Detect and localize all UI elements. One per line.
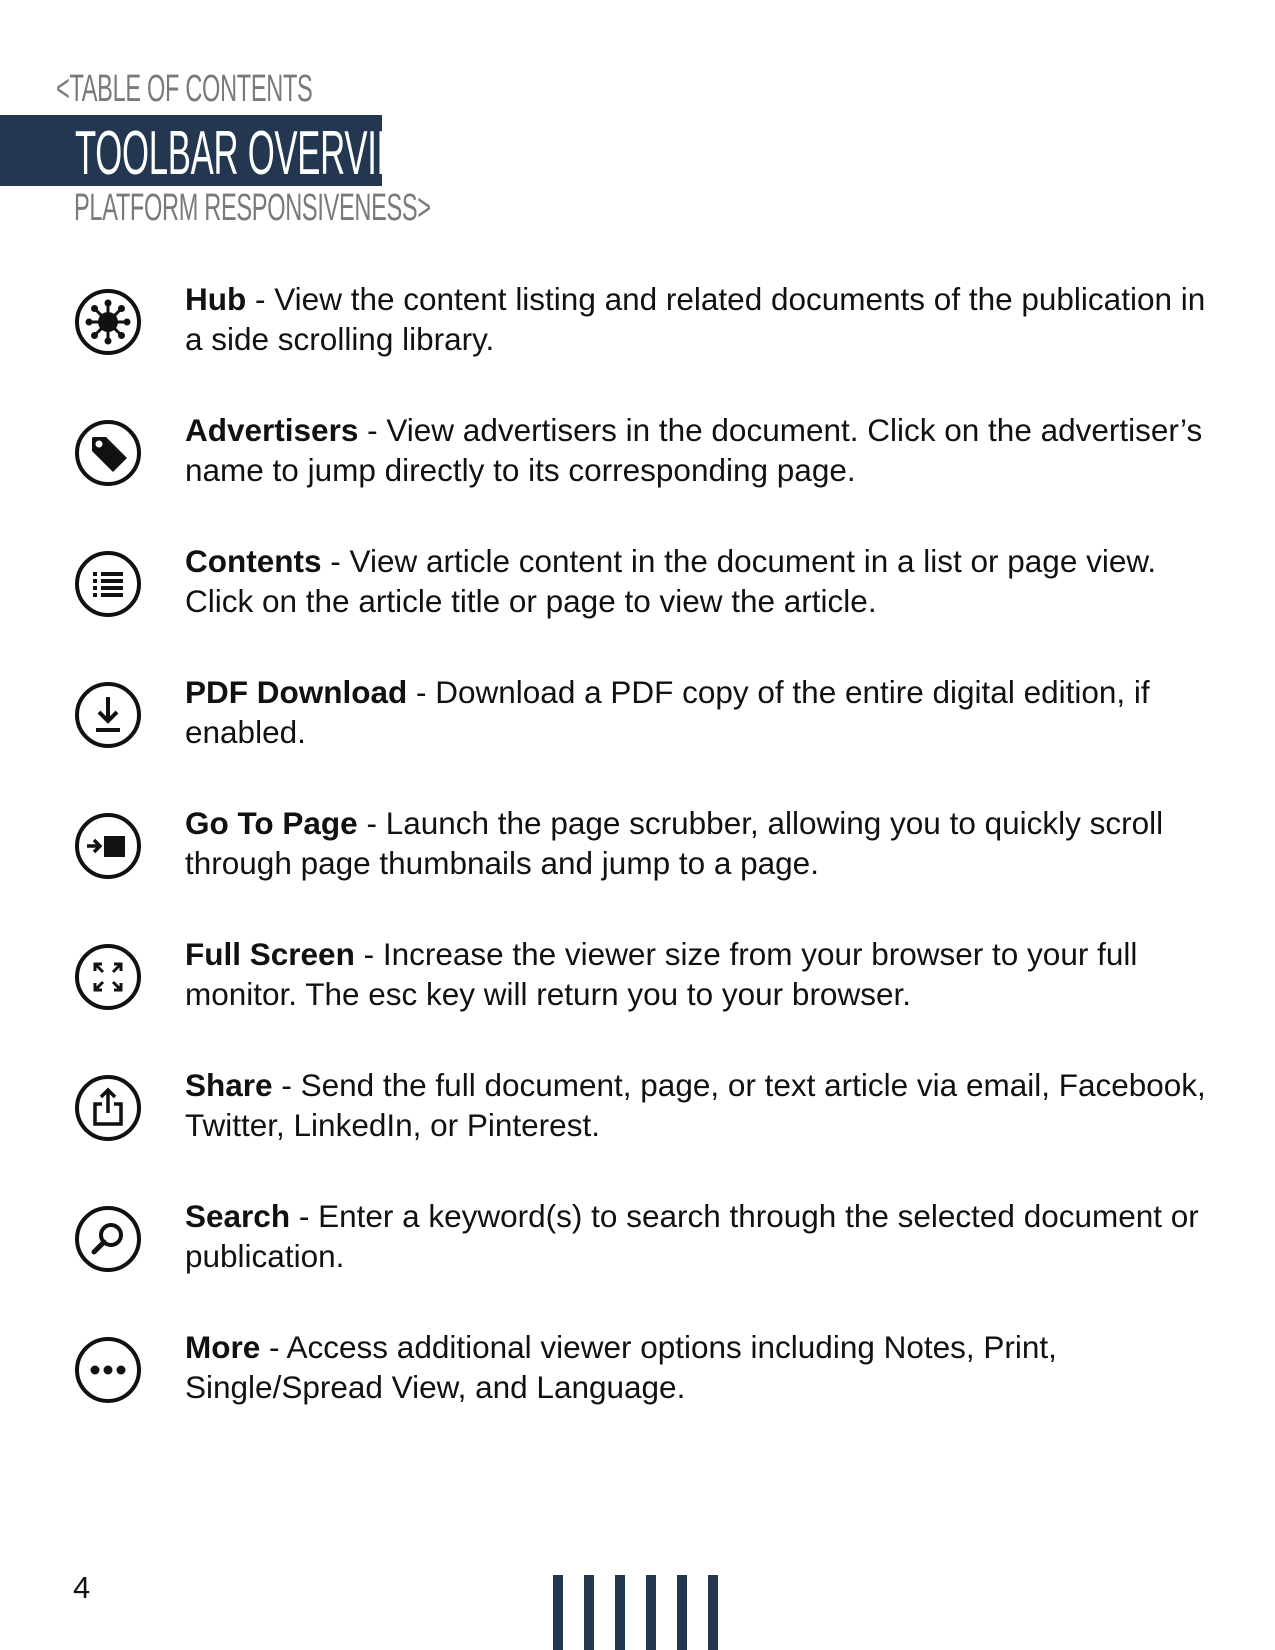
nav-prev-link[interactable]: <TABLE OF CONTENTS [56,68,313,110]
list-icon [73,549,143,619]
separator: - [272,1067,301,1103]
toolbar-item-desc: View the content listing and related documents of the publication in a side scrolling library. [185,281,1206,357]
toolbar-item-name: Full Screen [185,936,355,972]
toolbar-item-text [185,803,1225,883]
separator: - [354,936,383,972]
toolbar-item-go-to-page [0,805,1275,919]
toolbar-item-advertisers [0,412,1275,526]
toolbar-item-desc: Download a PDF copy of the entire digital edition, if enabled. [185,674,1150,750]
toolbar-item-desc: Access additional viewer options including Notes, Print, Single/Spread View, and Language. [185,1329,1057,1405]
toolbar-item-text [185,1065,1225,1145]
toolbar-item-name: Go To Page [185,805,358,841]
nav-next-link[interactable]: PLATFORM RESPONSIVENESS> [74,187,431,229]
toolbar-item-desc: View advertisers in the document. Click on the advertiser’s name to jump directly to its corresponding page. [185,412,1203,488]
toolbar-item-hub [0,281,1275,395]
toolbar-item-name: Hub [185,281,247,317]
toolbar-item-text [185,934,1225,1014]
separator: - [358,412,387,448]
toolbar-item-name: Share [185,1067,273,1103]
toolbar-item-name: More [185,1329,261,1365]
toolbar-item-name: PDF Download [185,674,408,710]
toolbar-item-desc: Send the full document, page, or text article via email, Facebook, Twitter, LinkedIn, or Pinterest. [185,1067,1206,1143]
toolbar-item-text [185,279,1225,359]
hub-icon [73,287,143,357]
toolbar-item-name: Search [185,1198,291,1234]
toolbar-item-text [185,410,1225,490]
search-icon [73,1204,143,1274]
toolbar-item-name: Contents [185,543,322,579]
toolbar-item-text [185,1196,1225,1276]
tag-icon [73,418,143,488]
separator: - [357,805,386,841]
more-icon [73,1335,143,1405]
separator: - [321,543,350,579]
fullscreen-icon [73,942,143,1012]
toolbar-item-full-screen [0,936,1275,1050]
toolbar-item-desc: Increase the viewer size from your browser to your full monitor. The esc key will return you to your browser. [185,936,1138,1012]
toolbar-item-desc: Enter a keyword(s) to search through the selected document or publication. [185,1198,1199,1274]
separator: - [290,1198,319,1234]
share-icon [73,1073,143,1143]
title-banner [0,115,432,188]
page-number: 4 [73,1570,91,1605]
toolbar-item-contents [0,543,1275,657]
toolbar-item-more [0,1329,1275,1443]
separator: - [407,674,436,710]
separator: - [260,1329,287,1365]
toolbar-item-share [0,1067,1275,1181]
toolbar-item-search [0,1198,1275,1312]
toolbar-item-desc: Launch the page scrubber, allowing you to quickly scroll through page thumbnails and jump to a page. [185,805,1164,881]
page-title: TOOLBAR OVERVIEW [75,119,432,188]
toolbar-item-pdf-download [0,674,1275,788]
go-to-page-icon [73,811,143,881]
toolbar-item-text [185,672,1225,752]
toolbar-item-text [185,1327,1225,1407]
download-icon [73,680,143,750]
toolbar-item-text [185,541,1225,621]
footer-bars-decoration [553,1575,723,1650]
toolbar-item-name: Advertisers [185,412,359,448]
separator: - [246,281,275,317]
toolbar-item-desc: View article content in the document in a list or page view. Click on the article title or page to view the article. [185,543,1157,619]
